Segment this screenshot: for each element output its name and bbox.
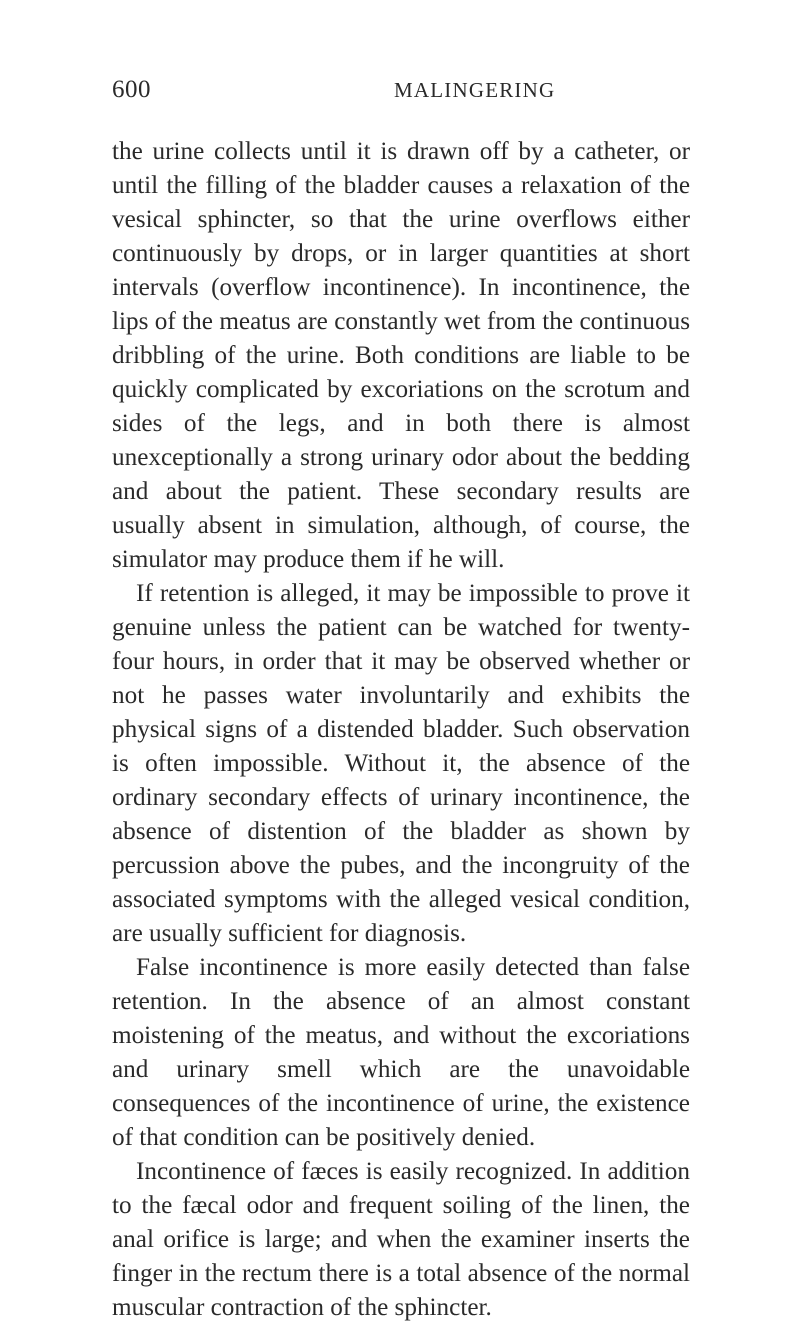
body-text [112,135,690,1325]
page-header [112,76,692,110]
paragraph-retention: If retention is alleged, it may be impossible to prove it genuine unless the patient can be watched for twenty-four hours, in order that it may be observed whether or not he passes water involuntarily and exhibits the physical signs of a distended bladder. Such observation is often impossible. Without it, the absence of the ordinary secondary effects of urinary incontinence, the absence of distention of the bladder as shown by percussion above the pubes, and the incongruity of the associated symptoms with the alleged vesical condition, are usually sufficient for diagnosis. [112,580,690,947]
paragraph-false-incontinence: False incontinence is more easily detected than false retention. In the absence of an almost constant moistening of the meatus, and without the excoriations and urinary smell which are the unavoidable consequences of the incontinence of urine, the existence of that condition can be positively denied. [112,954,690,1151]
running-head: MALINGERING [394,78,556,102]
paragraph-continued: the urine collects until it is drawn off by a catheter, or until the filling of the bladder causes a relaxation of the vesical sphincter, so that the urine overflows either continuously by drops, or in larger quantities at short intervals (overflow incontinence). In incontinence, the lips of the meatus are constantly wet from the continuous dribbling of the urine. Both conditions are liable to be quickly complicated by excoriations on the scrotum and sides of the legs, and in both there is almost unexceptionally a strong urinary odor about the bedding and about the patient. These secondary results are usually absent in simulation, although, of course, the simulator may produce them if he will. [112,138,690,573]
page-number: 600 [112,76,151,103]
paragraph-faeces: Incontinence of fæces is easily recognized. In addition to the fæcal odor and frequent soiling of the linen, the anal orifice is large; and when the examiner inserts the finger in the rectum there is a total absence of the normal muscular contraction of the sphincter. [112,1158,690,1321]
